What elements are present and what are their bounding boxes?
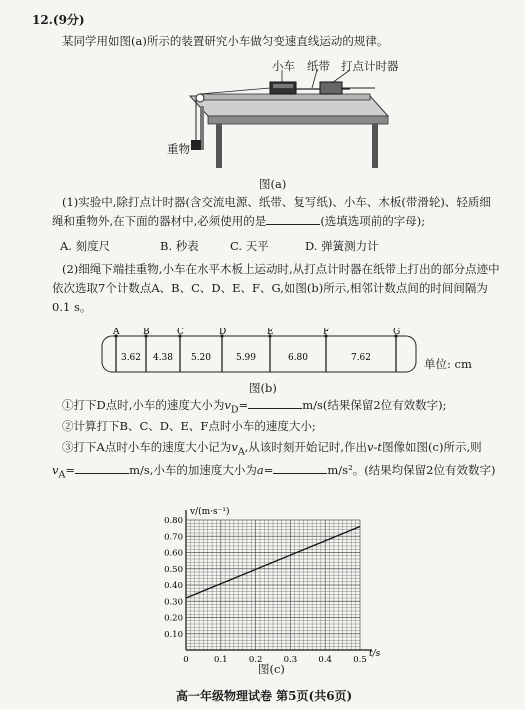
sub3-text: ③打下A点时小车的速度大小记为$v_A$,从该时刻开始记时,作出v-t图像如图(c)所示,则$v_A= m/s$,小车的加速度大小为a= m/s²。(结果均保留2位有效数字) — [52, 440, 496, 481]
q2-text: (2)细绳下端挂重物,小车在水平木板上运动时,从打点计时器在纸带上打出的部分点迹中依次选取7个计数点A、B、C、D、E、F、G,如图(b)所示,相邻计数点间的时间间隔为0.1 s。 — [52, 262, 500, 314]
sub2-text: ②计算打下B、C、D、E、F点时小车的速度大小; — [62, 419, 316, 433]
weight-block — [191, 140, 201, 150]
figure-c-chart — [150, 504, 390, 672]
option-c: C. 天平 — [230, 239, 269, 253]
board — [200, 94, 370, 100]
label-timer: 打点计时器 — [341, 59, 399, 73]
option-a: A. 刻度尺 — [60, 239, 111, 253]
y-tick-label: 0.20 — [164, 613, 183, 624]
figure-c-caption: 图(c) — [258, 662, 285, 676]
y-tick-label: 0.10 — [164, 629, 183, 640]
tape-spacing-label: 6.80 — [287, 353, 309, 363]
x-axis-label: t/s — [369, 649, 381, 659]
answer-blank-q1[interactable] — [266, 212, 320, 225]
option-b: B. 秒表 — [160, 239, 199, 253]
y-tick-label: 0.30 — [164, 597, 183, 608]
tape-point-label: E — [267, 328, 274, 337]
x-tick-label: 0 — [183, 655, 189, 665]
tape-point-label: G — [393, 328, 401, 337]
option-d: D. 弹簧测力计 — [305, 239, 379, 253]
tape-point-label: C — [177, 328, 184, 337]
table-leg — [372, 124, 378, 168]
label-weight: 重物 — [167, 142, 190, 156]
x-tick-label: 0.3 — [283, 655, 298, 665]
answer-blank-a[interactable] — [273, 461, 327, 474]
tape-point-label: B — [143, 328, 150, 337]
page-footer: 高一年级物理试卷 第5页(共6页) — [176, 689, 353, 703]
y-tick-label: 0.40 — [164, 581, 183, 591]
x-tick-label: 0.4 — [318, 655, 332, 665]
x-tick-label: 0.1 — [214, 655, 228, 665]
question-number: 12.(9分) — [32, 13, 85, 27]
tape-spacing-label: 4.38 — [152, 353, 174, 363]
y-axis-label: v/(m·s⁻¹) — [190, 507, 230, 517]
answer-blank-vd[interactable] — [248, 396, 302, 409]
x-tick-label: 0.2 — [248, 655, 263, 665]
tape-unit-label: 单位: cm — [424, 357, 472, 371]
tape-point-label: F — [323, 328, 330, 337]
table-leg — [216, 124, 222, 168]
y-tick-label: 0.70 — [164, 532, 183, 543]
pulley — [196, 94, 204, 102]
figure-a-caption: 图(a) — [259, 177, 287, 191]
figure-b-caption: 图(b) — [249, 381, 277, 395]
tape-spacing-label: 7.62 — [350, 353, 372, 363]
y-tick-label: 0.80 — [164, 516, 183, 526]
tape-point-label: D — [219, 328, 227, 337]
tape-point-label: A — [113, 328, 120, 337]
timer — [320, 82, 342, 94]
tape-spacing-label: 5.99 — [235, 353, 257, 363]
y-tick-label: 0.60 — [164, 548, 183, 559]
label-car: 小车 — [272, 59, 295, 73]
figure-a — [160, 56, 420, 186]
sub1-text: ①打下D点时,小车的速度大小为$v_D= m/s$(结果保留2位有效数字); — [62, 398, 447, 416]
answer-blank-va[interactable] — [75, 461, 129, 474]
y-tick-label: 0.50 — [164, 564, 183, 575]
table-edge — [208, 116, 388, 124]
tape-spacing-label: 5.20 — [190, 353, 212, 363]
figure-b — [100, 328, 420, 380]
q1-text: (1)实验中,除打点计时器(含交流电源、纸带、复写纸)、小车、木板(带滑轮)、轻质细绳和重物外,在下面的器材中,必须使用的是 (选填选项前的字母); — [52, 195, 491, 228]
intro-text: 某同学用如图(a)所示的装置研究小车做匀变速直线运动的规律。 — [62, 34, 389, 48]
tape-spacing-label: 3.62 — [120, 353, 142, 363]
x-tick-label: 0.5 — [353, 655, 367, 665]
label-tape: 纸带 — [307, 59, 330, 73]
